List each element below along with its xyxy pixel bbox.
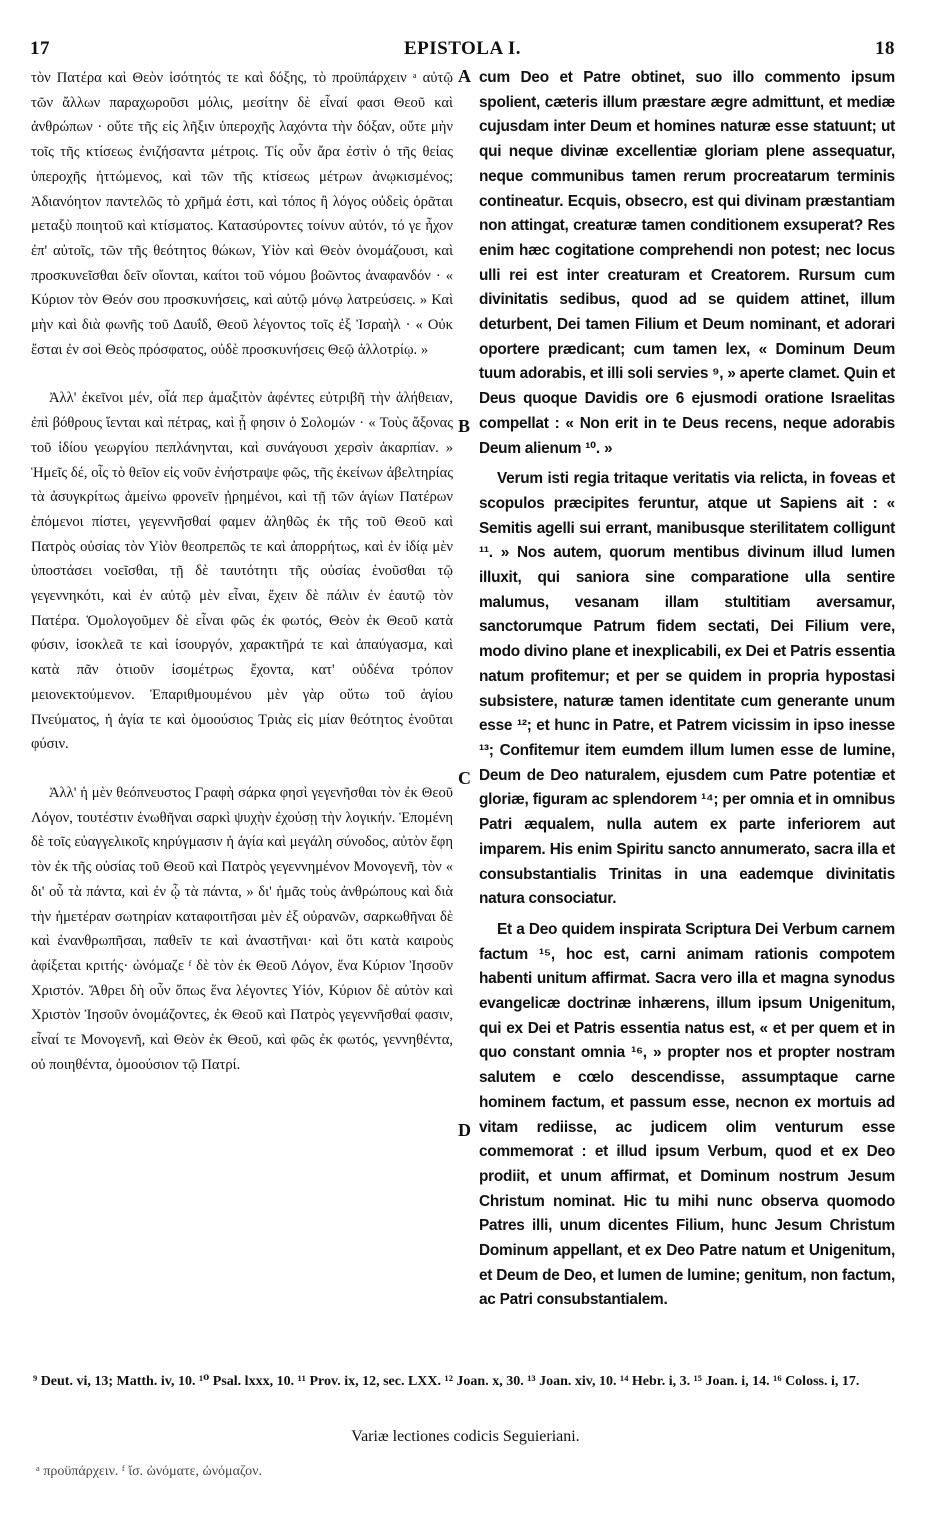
latin-paragraph: cum Deo et Patre obtinet, suo illo commento ipsum spolient, cæteris illum præstare ægre admittunt, et mediæ cujusdam inter Deum et homines naturæ esse statuunt; ut qui neque divinæ excellentiæ gloriam plene assequatur, neque communibus tamen rerum procreatarum terminis contineatur. Ecquis, obsecro, est qui divinam præstantiam non attingat, creaturæ tamen conditionem exsuperat? Res enim hæc cogitatione comprehendi non potest; nec locus ulli rei est inter creaturam et Creatorem. Rursum cum divinitatis sedibus, quod ad se quidem attinet, illum deturbent, Dei tamen Filium et Deum nominant, et adorari oportere prædicant; cum tamen lex, « Dominum Deum tuum adorabis, et illi soli servies ⁹, » aperte clamet. Quin et Deus quoque Davidis ore 6 ejusmodi oratione Israelitas compellat : « Non erit in te Deus recens, neque adorabis Deum alienum ¹⁰. » xyxy=(479,69,895,457)
greek-column xyxy=(31,66,453,1077)
latin-paragraph: Verum isti regia tritaque veritatis via relicta, in foveas et scopulos præcipites feruntur, atque ut Sapiens ait : « Semitis agelli sui errant, manibusque sterilitatem colligunt ¹¹. » Nos autem, quorum mentibus divinum illud lumen illuxit, qui saniora sine comparatione ulla sentire malumus, vesanam illam stultitiam aversamur, sanctorumque Patrum fidem sectati, Dei Filium vere, modo divino plane et inexplicabili, ex Dei et Patris essentia natum profitemur; et per se quidem in propria hypostasi subsistere, naturæ tamen identitate cum generante unum esse ¹²; et hunc in Patre, et Patrem vicissim in ipso inesse ¹³; Confitemur item eumdem illum lumen esse de lumine, Deum de Deo naturalem, ejusdem cum Patre potentiæ et gloriæ, figuram ac splendorem ¹⁴; per omnia et in omnibus Patri æqualem, nulla autem ex parte inferiorem aut imparem. His enim Spiritu sancto annumerato, sacra illa et consubstantialis Trinitas in una eademque divinitatis natura consociatur. xyxy=(479,470,895,908)
margin-marker-c: C xyxy=(458,768,471,788)
latin-paragraph: Et a Deo quidem inspirata Scriptura Dei Verbum carnem factum ¹⁵, hoc est, carni animam rationis compotem habenti unitum affirmat. Sacra vero illa et magna synodus evangelicæ doctrinæ inhærens, illum ipsum Unigenitum, qui ex Dei et Patris essentia natus est, « et per quem et in quo constant omnia ¹⁶, » propter nos et propter nostram salutem e cœlo descendisse, assumptaque carne hominem factum, et passum esse, necnon ex mortuis ad vitam rediisse, ac judicem olim venturum esse commemorat : et illud ipsum Verbum, quod et ex Deo prodiit, et unum affirmat, et Dominum nostrum Jesum Christum nominat. Hic tu mihi nunc observa quomodo Patres illi, unum dicentes Filium, hunc Jesum Christum Dominum appellant, et ex Deo Patre natum et Unigenitum, et Deum de Deo, et lumen de lumine; genitum, non factum, ac Patri consubstantialem. xyxy=(479,920,895,1309)
latin-column xyxy=(479,66,895,1313)
page-number-right: 18 xyxy=(875,38,895,59)
variae-lectiones-lines: ᵃ προϋπάρχειν. ᶠ ἴσ. ὠνόματε, ὠνόμαζον. xyxy=(36,1464,263,1479)
running-title: EPISTOLA I. xyxy=(403,38,522,59)
greek-paragraph: Ἀλλ' ἐκεῖνοι μέν, οἷά περ ἁμαξιτὸν ἀφέντες εὐτριβῆ τὴν ἀλήθειαν, ἐπὶ βόθρους ἵενται καὶ πέτρας, καὶ ᾗ φησιν ὁ Σολομών · « Τοὺς ἄξονας τοῦ ἰδίου γεωργίου πεπλάνηνται, καὶ συνάγουσι χερσὶν ἀκαρπίαν. » Ἡμεῖς δέ, οἷς τὸ θεῖον εἰς νοῦν ἐνήστραψε φῶς, τῆς ἐκείνων ἀβελτηρίας τὰ ἀσυγκρίτως ἀμείνω φρονεῖν ᾐρημένοι, καὶ τῇ τῶν ἁγίων Πατέρων ἑπόμενοι πίστει, γεγεννῆσθαί φαμεν ἀληθῶς ἐκ τῆς τοῦ Θεοῦ καὶ Πατρὸς οὐσίας τὸν Υἱὸν θεοπρεπῶς τε καὶ ἀπορρήτως, καὶ ἐν ἰδίᾳ μὲν ὑποστάσει νοεῖσθαι, τῇ δὲ ταυτότητι τῆς οὐσίας ἑνοῦσθαι τῷ γεγεννηκότι, καὶ ἐν αὐτῷ μὲν εἶναι, ἔχειν δὲ πάλιν ἐν ἑαυτῷ τὸν Πατέρα. Ὁμολογοῦμεν δὲ εἶναι φῶς ἐκ φωτός, Θεὸν ἐκ Θεοῦ κατὰ φύσιν, ἰσοκλεᾶ τε καὶ ἰσουργόν, χαρακτῆρά τε καὶ ἀπαύγασμα, καὶ κατὰ πᾶν ὁτιοῦν ἰσομέτρως ἔχοντα, κατ' οὐδένα τρόπον μειονεκτούμενον. Ἐπαριθμουμένου μὲν γὰρ οὕτω τοῦ ἁγίου Πνεύματος, ἡ ἁγία τε καὶ ὁμοούσιος Τριὰς εἰς μίαν θεότητος ἑνοῦται φύσιν. xyxy=(31,390,453,753)
greek-paragraph: Ἀλλ' ἡ μὲν θεόπνευστος Γραφὴ σάρκα φησὶ γεγενῆσθαι τὸν ἐκ Θεοῦ Λόγον, τουτέστιν ἑνωθῆναι σαρκὶ ψυχὴν ἐχούσῃ τὴν λογικήν. Ἑπομένη δὲ τοῖς εὐαγγελικοῖς κηρύγμασιν ἡ ἁγία καὶ μεγάλη σύνοδος, αὐτὸν ἔφη τὸν ἐκ τῆς οὐσίας τοῦ Θεοῦ καὶ Πατρὸς γεγεννημένον Μονογενῆ, τὸν « δι' οὗ τὰ πάντα, καὶ ἐν ᾧ τὰ πάντα, » δι' ἡμᾶς τοὺς ἀνθρώπους καὶ διὰ τὴν ἡμετέραν σωτηρίαν καταφοιτῆσαι μὲν ἐξ οὐρανῶν, σαρκωθῆναι δὲ καὶ ἐνανθρωπῆσαι, παθεῖν τε καὶ ἀναστῆναι· καὶ ὅτι κατὰ καιροὺς ἀφίξεται κριτής· ὠνόμαζε ᶠ δὲ τὸν ἐκ Θεοῦ Λόγον, ἕνα Κύριον Ἰησοῦν Χριστόν. Ἄθρει δὴ οὖν ὅπως ἕνα λέγοντες Υἱόν, Κύριον δὲ αὐτὸν καὶ Χριστὸν Ἰησοῦν ὀνομάζοντες, ἐκ Θεοῦ καὶ Πατρὸς γεγεννῆσθαί φασιν, εἶναί τε Μονογενῆ, καὶ Θεὸν ἐκ Θεοῦ, καὶ φῶς ἐκ φωτός, γεννηθέντα, οὐ ποιηθέντα, ὁμοούσιον τῷ Πατρί. xyxy=(31,784,453,1073)
greek-paragraph: τὸν Πατέρα καὶ Θεὸν ἰσότητός τε καὶ δόξης, τὸ προϋπάρχειν ᵃ αὐτῷ τῶν ἄλλων παραχωροῦσι μόλις, μεσίτην δὲ εἶναί φασι Θεοῦ καὶ ἀνθρώπων · οὔτε τῆς εἰς λῆξιν ὑπεροχῆς λαχόντα τὴν δόξαν, οὔτε μὴν τοῖς τῆς κτίσεως ἐνιζήσαντα μέτροις. Τίς οὖν ἄρα ἐστὶν ὁ τῆς θείας ὑπεροχῆς ἡττώμενος, καὶ τῶν τῆς κτίσεως μέτρων ἀνῳκισμένος; Ἀδιανόητον παντελῶς τὸ χρῆμά ἐστι, καὶ τόπος ἢ λόγος οὐδεὶς ὁρᾶται μεταξὺ ποιητοῦ καὶ κτίσματος. Κατασύροντες τοίνυν αὐτόν, τό γε ἦχον ἐπ' αὐτοῖς, τῶν τῆς θεότητος θώκων, Υἱὸν καὶ Θεὸν ὀνομάζουσι, καὶ προσκυνεῖσθαι δεῖν οἴονται, καίτοι τοῦ νόμου βοῶντος ἀναφανδόν · « Κύριον τὸν Θεόν σου προσκυνήσεις, καὶ αὐτῷ μόνῳ λατρεύσεις. » Καὶ μὴν καὶ διὰ φωνῆς τοῦ Δαυΐδ, Θεοῦ λέγοντος τοῖς ἐξ Ἰσραὴλ · « Οὐκ ἔσται ἐν σοὶ Θεὸς πρόσφατος, οὐδὲ προσκυνήσεις Θεῷ ἀλλοτρίῳ. » xyxy=(31,70,453,358)
variae-lectiones-heading: Variæ lectiones codicis Seguieriani. xyxy=(351,1428,580,1445)
margin-marker-d: D xyxy=(458,1120,471,1140)
footnotes: ⁹ Deut. vi, 13; Matth. iv, 10. ¹⁰ Psal. lxxx, 10. ¹¹ Prov. ix, 12, sec. LXX. ¹² Joan. x, 30. ¹³ Joan. xiv, 10. ¹⁴ Hebr. i, 3. ¹⁵ Joan. i, 14. ¹⁶ Coloss. i, 17. xyxy=(33,1374,860,1389)
page-number-left: 17 xyxy=(30,38,50,59)
running-header xyxy=(30,38,895,66)
margin-marker-b: B xyxy=(458,416,471,436)
margin-marker-a: A xyxy=(458,66,471,86)
